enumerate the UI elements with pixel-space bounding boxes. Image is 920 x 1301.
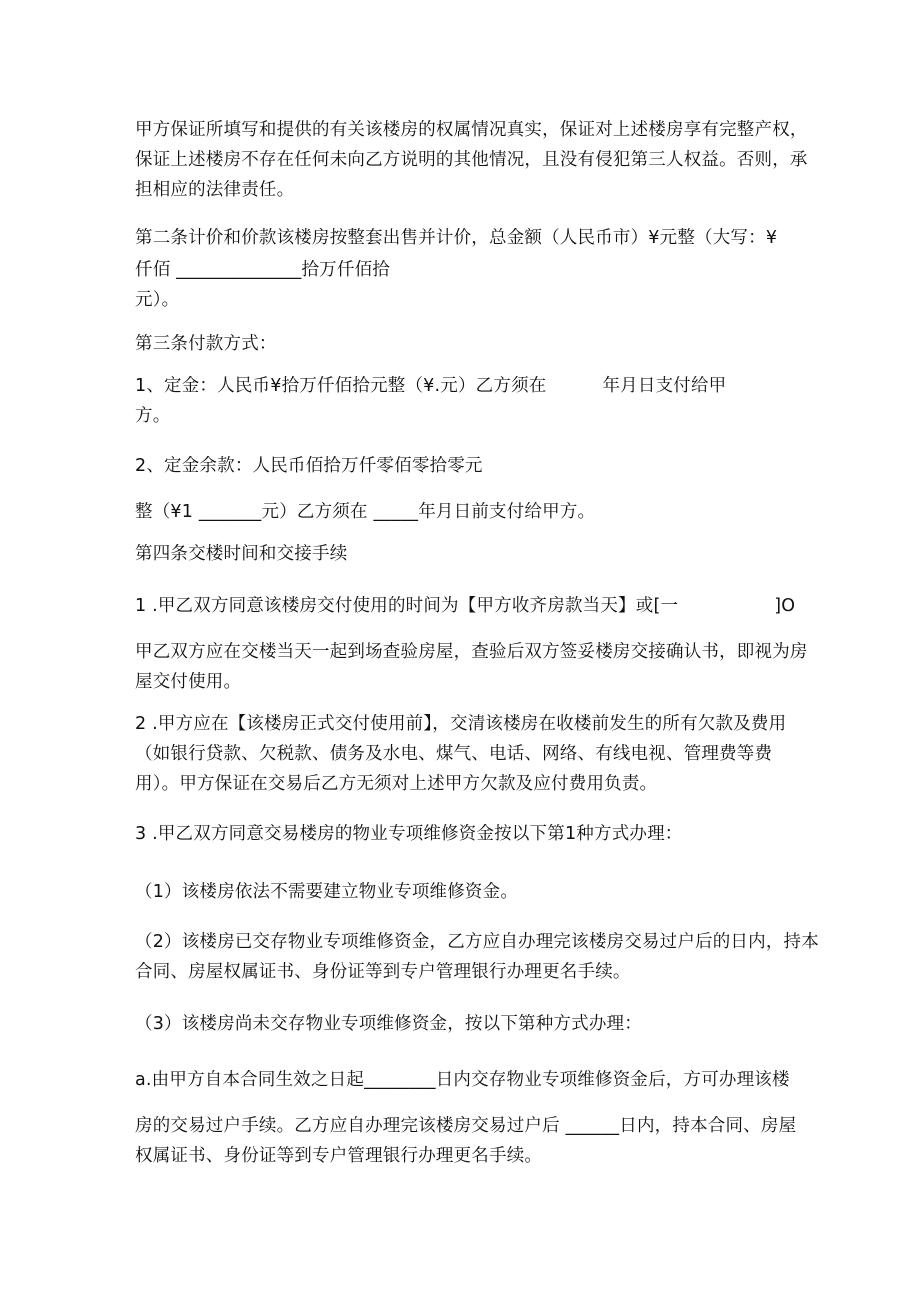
article-3-title: 第三条付款方式： bbox=[135, 334, 277, 354]
article-2-line: 元）。 bbox=[135, 290, 180, 310]
option-2: （2）该楼房已交存物业专项维修资金，乙方应自办理完该楼房交易过户后的日内，持本 bbox=[135, 932, 819, 952]
article-4-item-1: 甲乙双方应在交楼当天一起到场查验房屋，查验后双方签妥楼房交接确认书，即视为房 bbox=[135, 642, 808, 662]
article-4-item-2: （如银行贷款、欠税款、债务及水电、煤气、电话、网络、有线电视、管理费等费 bbox=[135, 744, 773, 764]
article-3-item-1 bbox=[135, 374, 726, 398]
text-run: 仟佰 bbox=[135, 260, 177, 280]
text-run: 日内交存物业专项维修资金后，方可办理该楼 bbox=[435, 1070, 790, 1090]
article-4-title: 第四条交楼时间和交接手续 bbox=[135, 544, 348, 564]
article-3-item-1: 方。 bbox=[135, 406, 171, 426]
blank-field: _______ bbox=[198, 502, 262, 522]
article-2-line bbox=[135, 258, 390, 282]
article-3-item-2 bbox=[135, 500, 595, 524]
text-run: 日内，持本合同、房屋 bbox=[619, 1116, 797, 1136]
text-run: 拾万仟佰拾 bbox=[301, 260, 390, 280]
text-run: ]O bbox=[774, 596, 796, 616]
option-2: 合同、房屋权属证书、身份证等到专户管理银行办理更名手续。 bbox=[135, 962, 631, 982]
article-4-item-1 bbox=[135, 594, 795, 618]
text-run: a.由甲方自本合同生效之日起 bbox=[135, 1070, 365, 1090]
blank-field: ______________ bbox=[176, 260, 302, 280]
option-3: （3）该楼房尚未交存物业专项维修资金，按以下第种方式办理： bbox=[135, 1014, 642, 1034]
text-line: 保证上述楼房不存在任何未向乙方说明的其他情况，且没有侵犯第三人权益。否则，承 bbox=[135, 150, 808, 170]
article-4-item-2: 用）。甲方保证在交易后乙方无须对上述甲方欠款及应付费用负责。 bbox=[135, 774, 658, 794]
text-line: 担相应的法律责任。 bbox=[135, 180, 295, 200]
text-run: 年月日前支付给甲方。 bbox=[418, 502, 596, 522]
option-a bbox=[135, 1068, 790, 1092]
article-2-line: 第二条计价和价款该楼房按整套出售并计价，总金额（人民币市）¥元整（大写：¥ bbox=[135, 228, 778, 248]
article-4-item-3: 3 .甲乙双方同意交易楼房的物业专项维修资金按以下第1种方式办理： bbox=[135, 824, 683, 844]
article-3-item-2: 2、定金余款：人民币佰拾万仟零佰零拾零元 bbox=[135, 456, 483, 476]
option-a bbox=[135, 1114, 796, 1138]
article-4-item-2: 2 .甲方应在【该楼房正式交付使用前】，交清该楼房在收楼前发生的所有欠款及费用 bbox=[135, 714, 787, 734]
blank-field: _____ bbox=[373, 502, 419, 522]
blank-field: ______ bbox=[565, 1116, 620, 1136]
text-run: 年月日支付给甲 bbox=[602, 376, 727, 396]
text-run: 房的交易过户手续。乙方应自办理完该楼房交易过户后 bbox=[135, 1116, 566, 1136]
text-line: 甲方保证所填写和提供的有关该楼房的权属情况真实，保证对上述楼房享有完整产权， bbox=[135, 120, 808, 140]
text-run: 整（¥1 bbox=[135, 502, 199, 522]
text-run: 元）乙方须在 bbox=[261, 502, 374, 522]
article-4-item-1: 屋交付使用。 bbox=[135, 672, 242, 692]
option-1: （1）该楼房依法不需要建立物业专项维修资金。 bbox=[135, 882, 519, 902]
option-a: 权属证书、身份证等到专户管理银行办理更名手续。 bbox=[135, 1146, 543, 1166]
text-run: 1、定金：人民币¥拾万仟佰拾元整（¥.元）乙方须在 bbox=[135, 376, 547, 396]
text-run: 1 .甲乙双方同意该楼房交付使用的时间为【甲方收齐房款当天】或[一 bbox=[135, 596, 679, 616]
blank-field: ________ bbox=[364, 1070, 436, 1090]
